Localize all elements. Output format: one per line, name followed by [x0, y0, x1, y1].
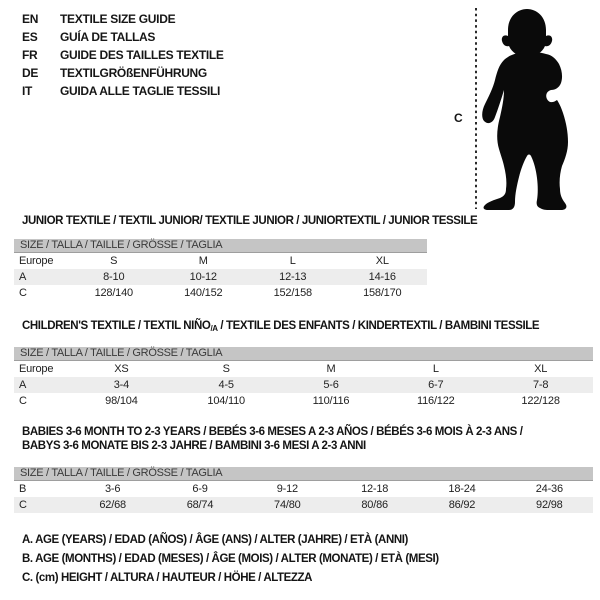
- language-row-en: [22, 10, 224, 28]
- baby-height-figure: [440, 0, 600, 215]
- table-cell: XL: [375, 255, 389, 267]
- babies-table-title: [22, 425, 523, 453]
- language-code: DE: [22, 66, 39, 80]
- language-title: GUIDE DES TAILLES TEXTILE: [60, 48, 224, 62]
- table-cell: 5-6: [323, 379, 339, 391]
- table-row-europe: [14, 361, 593, 377]
- table-cell: 14-16: [368, 271, 396, 283]
- size-header-bar: SIZE / TALLA / TAILLE / GRÖSSE / TAGLIA: [14, 347, 593, 361]
- table-cell: M: [326, 363, 336, 375]
- table-row-age: [14, 377, 593, 393]
- row-label: A: [19, 379, 27, 391]
- table-cell: 3-4: [113, 379, 130, 391]
- height-measure-label: C: [454, 111, 463, 125]
- language-code: FR: [22, 48, 38, 62]
- row-label: Europe: [19, 255, 54, 267]
- baby-head-shape: [502, 9, 552, 57]
- language-row-fr: [22, 46, 224, 64]
- size-header-bar: SIZE / TALLA / TAILLE / GRÖSSE / TAGLIA: [14, 239, 427, 253]
- size-header-bar: SIZE / TALLA / TAILLE / GRÖSSE / TAGLIA: [14, 467, 593, 481]
- junior-size-table: [14, 239, 427, 301]
- language-title-list: [22, 10, 224, 100]
- table-cell: 68/74: [186, 499, 214, 511]
- table-cell: 116/122: [417, 395, 455, 407]
- table-cell: 122/128: [521, 395, 560, 407]
- table-cell: 3-6: [105, 483, 121, 495]
- table-cell: 4-5: [218, 379, 234, 391]
- language-row-it: [22, 82, 224, 100]
- row-label: C: [19, 395, 27, 407]
- table-cell: 6-9: [192, 483, 208, 495]
- table-cell: L: [432, 363, 439, 375]
- table-cell: 98/104: [105, 395, 138, 407]
- table-row-europe: [14, 253, 427, 269]
- table-cell: 10-12: [189, 271, 217, 283]
- table-row-height: [14, 393, 593, 409]
- row-label: C: [19, 499, 27, 511]
- row-label: C: [19, 287, 27, 299]
- table-cell: L: [289, 255, 296, 267]
- baby-body-shape: [482, 52, 568, 210]
- language-code: EN: [22, 12, 39, 26]
- baby-silhouette-icon: [440, 0, 600, 215]
- table-cell: 152/158: [273, 287, 312, 299]
- table-cell: 9-12: [276, 483, 298, 495]
- babies-title-line2: BABYS 3-6 MONATE BIS 2-3 JAHRE / BAMBINI 3-6 MESI A 2-3 ANNI: [22, 440, 366, 452]
- legend-line-c: C. (cm) HEIGHT / ALTURA / HAUTEUR / HÖHE / ALTEZZA: [22, 572, 313, 584]
- row-label: Europe: [19, 363, 54, 375]
- table-cell: 6-7: [428, 379, 444, 391]
- children-title-part: / TEXTILE DES ENFANTS / KINDERTEXTIL / BAMBINI TESSILE: [217, 320, 540, 332]
- table-cell: 128/140: [94, 287, 133, 299]
- language-title: GUIDA ALLE TAGLIE TESSILI: [60, 84, 221, 98]
- children-table-title: [22, 319, 539, 334]
- table-cell: 158/170: [363, 287, 402, 299]
- table-cell: 62/68: [99, 499, 126, 511]
- table-cell: 110/116: [312, 395, 350, 407]
- table-row-height: [14, 285, 427, 301]
- table-cell: 24-36: [535, 483, 563, 495]
- table-cell: 140/152: [184, 287, 223, 299]
- row-label: B: [19, 483, 27, 495]
- children-title-part: CHILDREN'S TEXTILE / TEXTIL NIÑO: [22, 320, 211, 332]
- measure-legend: [22, 531, 439, 588]
- table-row-height: [14, 497, 593, 513]
- language-title: TEXTILGRÖßENFÜHRUNG: [60, 66, 207, 80]
- table-cell: XL: [534, 363, 548, 375]
- language-row-de: [22, 64, 224, 82]
- children-title-subscript: /A: [210, 324, 218, 333]
- table-row-age: [14, 269, 427, 285]
- table-cell: 18-24: [448, 483, 476, 495]
- table-cell: 80/86: [361, 499, 388, 511]
- language-code: IT: [22, 84, 33, 98]
- table-cell: M: [198, 255, 208, 267]
- row-label: A: [19, 271, 27, 283]
- legend-line-a: A. AGE (YEARS) / EDAD (AÑOS) / ÂGE (ANS) / ALTER (JAHRE) / ETÀ (ANNI): [22, 534, 408, 546]
- legend-line-b: B. AGE (MONTHS) / EDAD (MESES) / ÂGE (MOIS) / ALTER (MONATE) / ETÀ (MESI): [22, 553, 439, 565]
- table-cell: XS: [114, 363, 129, 375]
- language-code: ES: [22, 30, 38, 44]
- table-cell: S: [110, 255, 118, 267]
- children-size-table: [14, 347, 593, 409]
- babies-size-table: [14, 467, 593, 513]
- language-row-es: [22, 28, 224, 46]
- language-title: TEXTILE SIZE GUIDE: [60, 12, 176, 26]
- table-cell: 8-10: [103, 271, 125, 283]
- table-cell: 92/98: [536, 499, 563, 511]
- table-row-age-months: [14, 481, 593, 497]
- table-cell: S: [222, 363, 230, 375]
- table-cell: 74/80: [274, 499, 301, 511]
- table-cell: 7-8: [532, 379, 549, 391]
- table-cell: 12-18: [361, 483, 389, 495]
- babies-title-line1: BABIES 3-6 MONTH TO 2-3 YEARS / BEBÉS 3-6 MESES A 2-3 AÑOS / BÉBÉS 3-6 MOIS À 2-3 ANS /: [22, 426, 523, 438]
- table-cell: 104/110: [207, 395, 245, 407]
- junior-table-title: JUNIOR TEXTILE / TEXTIL JUNIOR/ TEXTILE JUNIOR / JUNIORTEXTIL / JUNIOR TESSILE: [22, 215, 478, 227]
- language-title: GUÍA DE TALLAS: [60, 30, 156, 44]
- table-cell: 12-13: [279, 271, 307, 283]
- table-cell: 86/92: [448, 499, 476, 511]
